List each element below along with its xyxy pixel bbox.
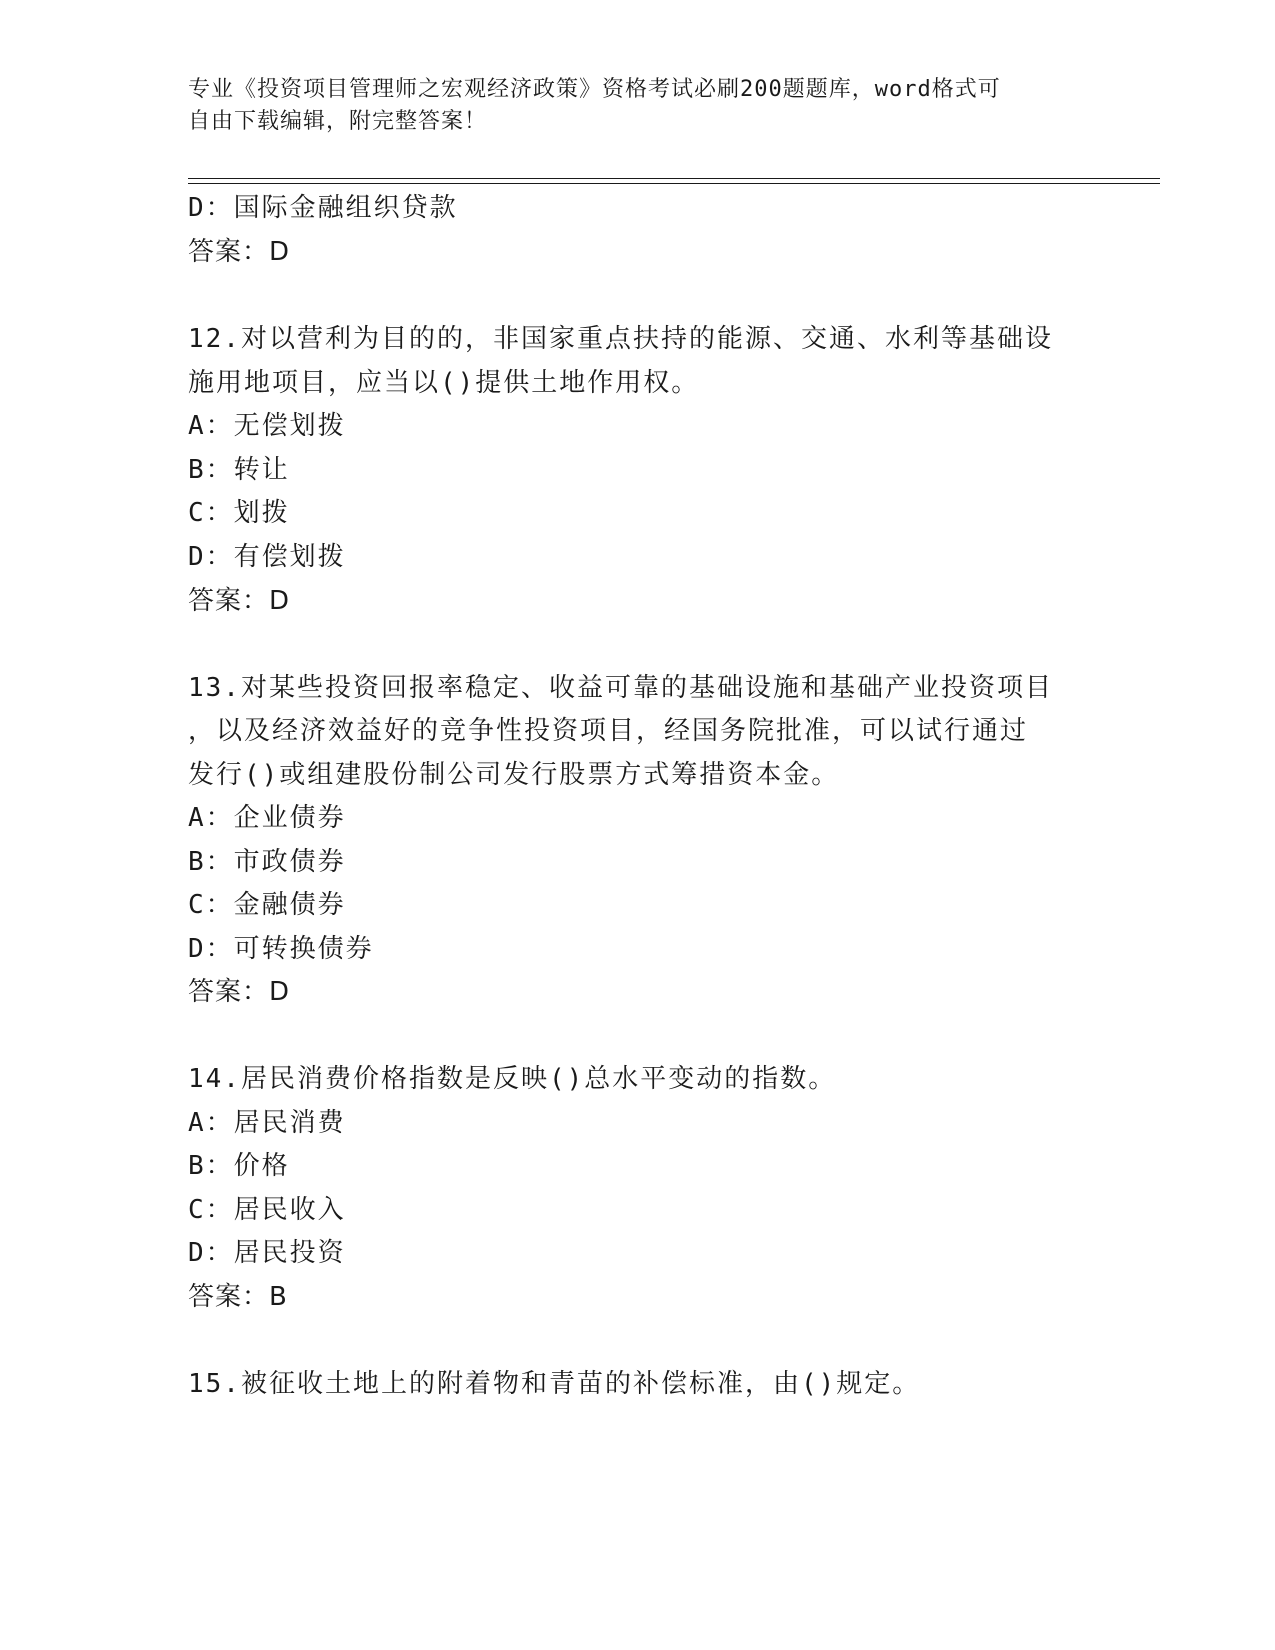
q13-option-b: B：市政债券 — [188, 847, 346, 877]
q14-stem-line-1: 14.居民消费价格指数是反映()总水平变动的指数。 — [188, 1064, 837, 1094]
q15-stem-line-1: 15.被征收土地上的附着物和青苗的补偿标准，由()规定。 — [188, 1369, 921, 1399]
q13-answer: 答案：D — [188, 977, 291, 1007]
q13-option-c: C：金融债券 — [188, 890, 346, 920]
q13-stem-line-2: ，以及经济效益好的竞争性投资项目，经国务院批准，可以试行通过 — [188, 716, 1029, 746]
header-rule-top — [188, 178, 1160, 179]
q14-answer: 答案：B — [188, 1282, 288, 1312]
document-header — [188, 74, 1088, 138]
q12-answer: 答案：D — [188, 586, 291, 616]
q14-option-c: C：居民收入 — [188, 1195, 346, 1225]
q12-option-c: C：划拨 — [188, 498, 290, 528]
header-line-1: 专业《投资项目管理师之宏观经济政策》资格考试必刷200题题库，word格式可 — [188, 77, 1001, 102]
q12-option-b: B：转让 — [188, 455, 290, 485]
q13-stem-line-1: 13.对某些投资回报率稳定、收益可靠的基础设施和基础产业投资项目 — [188, 673, 1053, 703]
header-line-2: 自由下载编辑，附完整答案！ — [188, 109, 488, 134]
q13-stem-line-3: 发行()或组建股份制公司发行股票方式筹措资本金。 — [188, 760, 840, 790]
q12-option-a: A：无偿划拨 — [188, 411, 346, 441]
q11-answer: 答案：D — [188, 237, 291, 267]
q14-option-d: D：居民投资 — [188, 1238, 346, 1268]
q14-option-a: A：居民消费 — [188, 1108, 346, 1138]
q13-option-a: A：企业债券 — [188, 803, 346, 833]
header-rule-bottom — [188, 183, 1160, 184]
q14-option-b: B：价格 — [188, 1151, 290, 1181]
q12-stem-line-1: 12.对以营利为目的的，非国家重点扶持的能源、交通、水利等基础设 — [188, 324, 1053, 354]
q11-option-d: D：国际金融组织贷款 — [188, 193, 458, 223]
q12-stem-line-2: 施用地项目，应当以()提供土地作用权。 — [188, 368, 700, 398]
q12-option-d: D：有偿划拨 — [188, 542, 346, 572]
q13-option-d: D：可转换债券 — [188, 934, 374, 964]
